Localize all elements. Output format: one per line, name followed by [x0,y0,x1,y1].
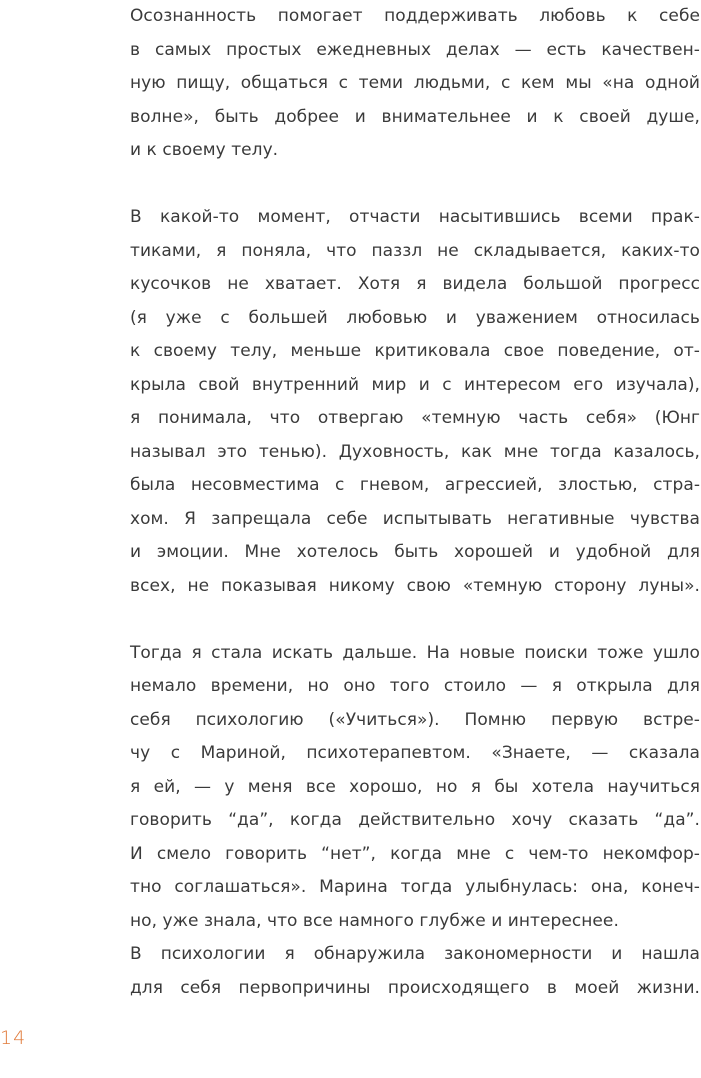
text-line: и эмоции. Мне хотелось быть хорошей и удобной для [130,542,700,562]
text-line: и к своему телу. [130,140,279,160]
text-line: кусочков не хватает. Хотя я видела большой прогресс [130,274,700,294]
text-line: была несовместима с гневом, агрессией, злостью, стра- [130,475,700,495]
text-line: я понимала, что отвергаю «темную часть себя» (Юнг [130,408,700,428]
page-number: 14 [0,1027,27,1049]
paragraph [130,0,700,168]
text-line: я ей, — у меня все хорошо, но я бы хотела научиться [130,776,700,797]
text-line: но, уже знала, что все намного глубже и интереснее. [130,910,619,931]
text-line: В психологии я обнаружила закономерности и нашла [130,944,700,964]
text-line: Тогда я стала искать дальше. На новые поиски тоже ушло [130,642,700,663]
text-line: И смело говорить “нет”, когда мне с чем-то некомфор- [130,843,700,864]
text-line: в самых простых ежедневных делах — есть качествен- [130,39,700,60]
text-line: чу с Мариной, психотерапевтом. «Знаете, — сказала [130,743,700,763]
paragraph-gap [130,603,700,637]
paragraph-gap [130,168,700,202]
text-line: (я уже с большей любовью и уважением относилась [130,307,700,328]
paragraph [130,637,700,1006]
text-line: называл это тенью). Духовность, как мне тогда казалось, [130,441,700,462]
text-line: говорить “да”, когда действительно хочу сказать “да”. [130,810,700,830]
text-line: хом. Я запрещала себе испытывать негативные чувства [130,508,700,529]
text-line: всех, не показывая никому свою «темную сторону луны». [130,575,700,596]
text-line: для себя первопричины происходящего в моей жизни. [130,977,700,998]
text-line: В какой-то момент, отчасти насытившись всеми прак- [130,207,700,227]
text-line: к своему телу, меньше критиковала свое поведение, от- [130,341,700,361]
text-line: немало времени, но оно того стоило — я открыла для [130,676,700,696]
text-line: тно соглашаться». Марина тогда улыбнулась: она, конеч- [130,877,700,897]
book-page-text [130,0,700,1005]
text-line: себя психологию («Учиться»). Помню первую встре- [130,709,700,730]
text-line: Осознанность помогает поддерживать любовь к себе [130,6,700,26]
text-line: волне», быть добрее и внимательнее и к своей душе, [130,106,700,127]
text-line: ную пищу, общаться с теми людьми, с кем мы «на одной [130,73,700,93]
paragraph [130,201,700,603]
text-line: тиками, я поняла, что паззл не складывается, каких-то [130,240,700,261]
text-line: крыла свой внутренний мир и с интересом его изучала), [130,374,700,395]
